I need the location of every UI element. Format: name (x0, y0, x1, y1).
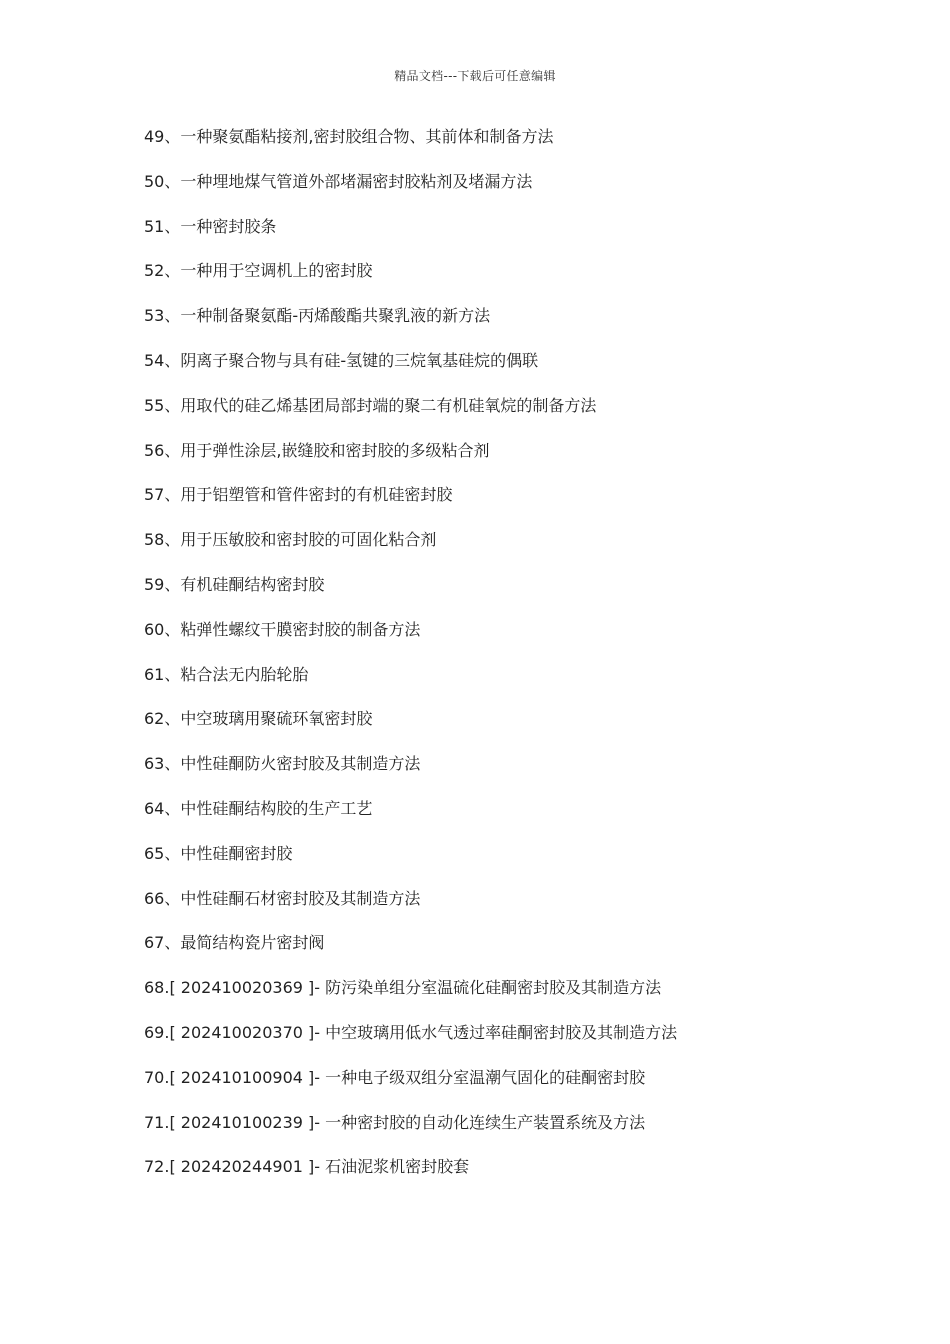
list-item: 51、一种密封胶条 (144, 216, 277, 236)
list-item: 60、粘弹性螺纹干膜密封胶的制备方法 (144, 619, 421, 639)
list-item: 55、用取代的硅乙烯基团局部封端的聚二有机硅氧烷的制备方法 (144, 395, 597, 415)
list-item: 63、中性硅酮防火密封胶及其制造方法 (144, 754, 421, 774)
list-item: 64、中性硅酮结构胶的生产工艺 (144, 798, 373, 818)
list-item: 52、一种用于空调机上的密封胶 (144, 261, 373, 281)
list-item: 72.[ 202420244901 ]- 石油泥浆机密封胶套 (144, 1157, 470, 1177)
list-item: 69.[ 202410020370 ]- 中空玻璃用低水气透过率硅酮密封胶及其制造方法 (144, 1022, 678, 1042)
item-list (144, 124, 677, 1199)
list-item: 62、中空玻璃用聚硫环氧密封胶 (144, 709, 373, 729)
list-item: 58、用于压敏胶和密封胶的可固化粘合剂 (144, 530, 437, 550)
list-item: 59、有机硅酮结构密封胶 (144, 574, 325, 594)
list-item: 49、一种聚氨酯粘接剂,密封胶组合物、其前体和制备方法 (144, 127, 554, 146)
list-item: 70.[ 202410100904 ]- 一种电子级双组分室温潮气固化的硅酮密封胶 (144, 1067, 646, 1087)
list-item: 66、中性硅酮石材密封胶及其制造方法 (144, 888, 421, 908)
page-header: 精品文档---下载后可任意编辑 (394, 69, 556, 83)
list-item: 68.[ 202410020369 ]- 防污染单组分室温硫化硅酮密封胶及其制造方法 (144, 978, 662, 998)
list-item: 71.[ 202410100239 ]- 一种密封胶的自动化连续生产装置系统及方法 (144, 1112, 646, 1132)
list-item: 56、用于弹性涂层,嵌缝胶和密封胶的多级粘合剂 (144, 440, 490, 460)
list-item: 50、一种埋地煤气管道外部堵漏密封胶粘剂及堵漏方法 (144, 171, 533, 191)
list-item: 61、粘合法无内胎轮胎 (144, 664, 309, 684)
list-item: 57、用于铝塑管和管件密封的有机硅密封胶 (144, 485, 453, 505)
list-item: 65、中性硅酮密封胶 (144, 843, 293, 863)
list-item: 54、阴离子聚合物与具有硅-氢键的三烷氧基硅烷的偶联 (144, 350, 539, 370)
list-item: 67、最简结构瓷片密封阀 (144, 933, 325, 953)
list-item: 53、一种制备聚氨酯-丙烯酸酯共聚乳液的新方法 (144, 306, 491, 326)
